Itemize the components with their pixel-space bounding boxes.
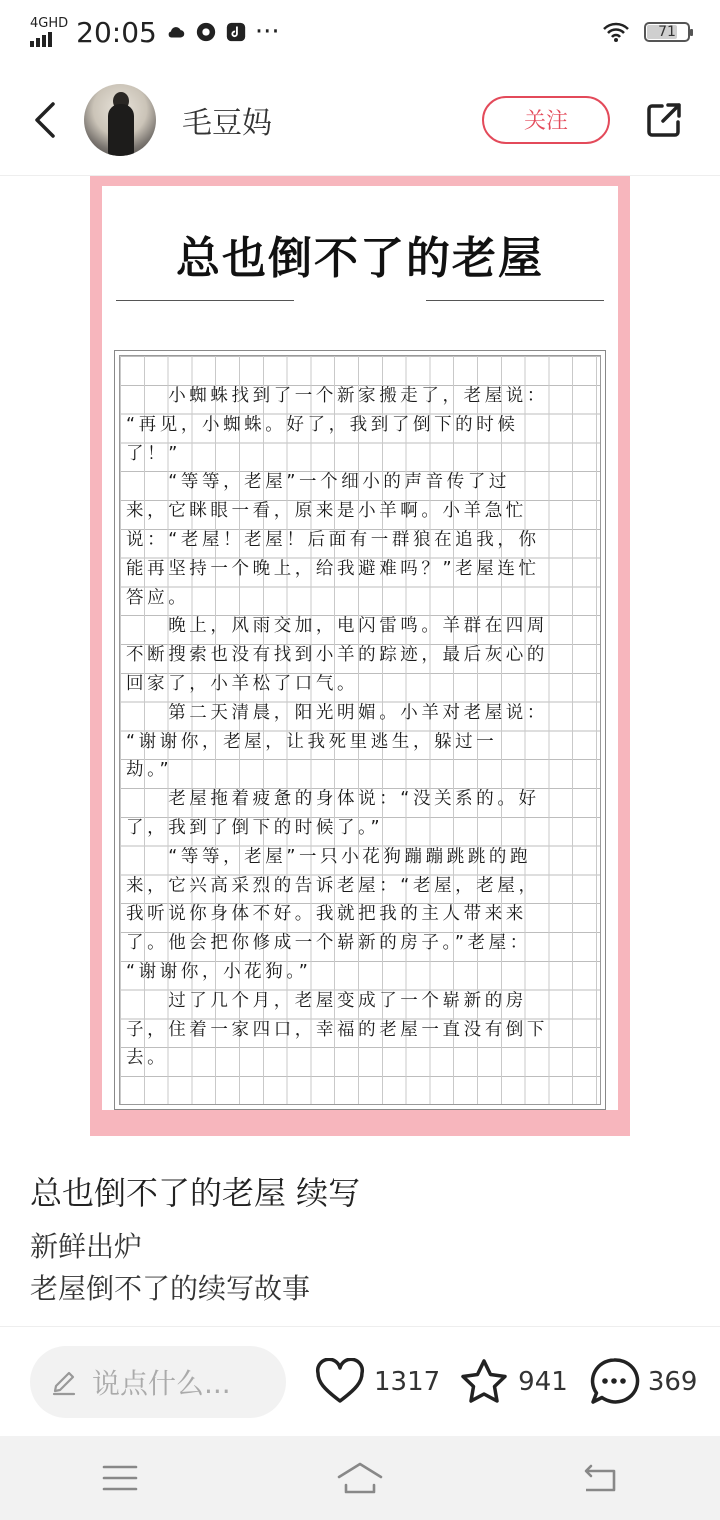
home-icon: [336, 1461, 384, 1495]
post-header: [0, 64, 720, 176]
pencil-icon: [50, 1368, 78, 1396]
essay-line: 了，我到了倒下的时候了。”: [126, 817, 384, 838]
menu-icon: [102, 1464, 138, 1492]
post-image[interactable]: [90, 176, 630, 1136]
essay-line: “再见，小蜘蛛。好了，我到了倒下的时候: [126, 414, 519, 435]
tiktok-icon: [225, 21, 247, 43]
essay-line: 说：“老屋！老屋！后面有一群狼在追我，你: [126, 529, 540, 550]
title-rule-right: [426, 300, 604, 301]
essay-line: “谢谢你，小花狗。”: [126, 961, 312, 982]
post-body: [30, 1226, 690, 1326]
home-nav-button[interactable]: [330, 1453, 390, 1503]
status-right: [602, 21, 690, 43]
post-title: 总也倒不了的老屋 续写: [30, 1174, 361, 1212]
status-bar: [0, 0, 720, 64]
essay-line: 小蜘蛛找到了一个新家搬走了，老屋说：: [126, 386, 548, 406]
clock: 20:05: [76, 15, 157, 49]
essay-line: 答应。: [126, 587, 190, 608]
status-left: [30, 16, 280, 49]
favorite-count: 941: [518, 1366, 568, 1397]
essay-paper: [102, 186, 618, 1110]
comment-bubble-icon: [588, 1356, 640, 1408]
return-icon: [580, 1463, 620, 1493]
essay-line: 老屋拖着疲惫的身体说：“没关系的。好: [126, 789, 540, 810]
follow-button[interactable]: 关注: [482, 96, 610, 144]
wifi-icon: [602, 21, 630, 43]
app-notification-icon: [195, 21, 217, 43]
essay-line: 第二天清晨，阳光明媚。小羊对老屋说：: [126, 702, 548, 723]
back-button[interactable]: [16, 90, 76, 150]
share-button[interactable]: [634, 90, 694, 150]
comment-placeholder: 说点什么...: [92, 1366, 231, 1400]
post-body-line: 新鲜出炉: [30, 1230, 143, 1263]
heart-icon: [314, 1358, 366, 1406]
writing-grid: [114, 350, 606, 1110]
essay-line: “谢谢你，老屋，让我死里逃生，躲过一: [126, 731, 498, 752]
network-type: 4GHD: [30, 16, 69, 31]
essay-line: 来，它兴高采烈的告诉老屋：“老屋，老屋，: [126, 875, 540, 896]
essay-line: 回家了，小羊松了口气。: [126, 673, 359, 694]
essay-line: 了！”: [126, 443, 181, 464]
essay-line: “等等，老屋”一个细小的声音传了过: [126, 472, 511, 493]
cellular-signal-icon: [30, 17, 68, 47]
cloud-icon: [165, 21, 187, 43]
essay-line: 我听说你身体不好。我就把我的主人带来来: [126, 904, 527, 925]
avatar[interactable]: [84, 84, 156, 156]
author-name[interactable]: 毛豆妈: [182, 105, 272, 141]
title-rule-left: [116, 300, 294, 301]
comment-input[interactable]: [30, 1346, 286, 1418]
essay-line: 能再坚持一个晚上，给我避难吗？”老屋连忙: [126, 558, 540, 579]
grid-paper: [119, 355, 601, 1105]
bottom-action-bar: [0, 1326, 720, 1436]
star-icon: [458, 1357, 510, 1407]
essay-line: 劫。”: [126, 760, 173, 781]
essay-line: 来，它眯眼一看，原来是小羊啊。小羊急忙: [126, 501, 527, 522]
essay-text: [126, 382, 596, 1073]
menu-nav-button[interactable]: [90, 1453, 150, 1503]
share-icon: [644, 100, 684, 140]
battery-level: 71: [658, 24, 676, 40]
essay-line: “等等，老屋”一只小花狗蹦蹦跳跳的跑: [126, 846, 532, 867]
back-nav-button[interactable]: [570, 1453, 630, 1503]
essay-title: 总也倒不了的老屋: [176, 233, 544, 284]
essay-line: 晚上，风雨交加，电闪雷鸣。羊群在四周: [126, 616, 548, 637]
system-nav-bar: [0, 1436, 720, 1520]
essay-line: 过了几个月，老屋变成了一个崭新的房: [126, 990, 527, 1011]
post-body-line: 老屋倒不了的续写故事: [30, 1272, 311, 1305]
like-button[interactable]: [314, 1358, 440, 1406]
chevron-left-icon: [31, 100, 61, 140]
comment-count: 369: [647, 1366, 698, 1397]
essay-line: 去。: [126, 1048, 169, 1069]
essay-line: 了。他会把你修成一个崭新的房子。”老屋：: [126, 933, 531, 954]
essay-line: 子，住着一家四口，幸福的老屋一直没有倒下: [126, 1019, 548, 1040]
comment-button[interactable]: [588, 1356, 698, 1408]
essay-line: 不断搜索也没有找到小羊的踪迹，最后灰心的: [126, 645, 548, 666]
like-count: 1317: [374, 1366, 441, 1397]
more-notifications: ···: [254, 17, 280, 47]
favorite-button[interactable]: [458, 1357, 568, 1407]
battery-icon: [644, 22, 690, 42]
